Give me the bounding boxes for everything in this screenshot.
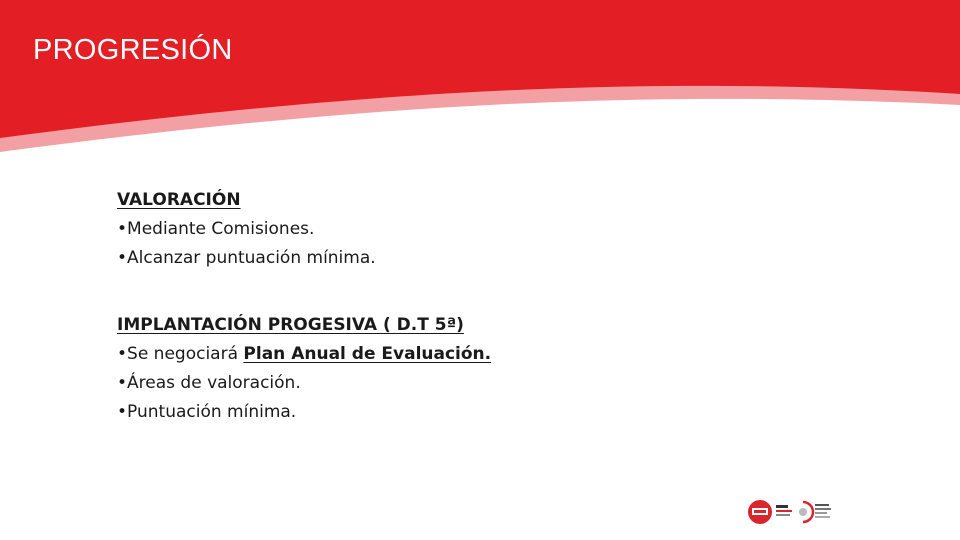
bullet-text: Alcanzar puntuación mínima. [127,248,376,268]
organization-logos [745,497,835,527]
bullet-text: Mediante Comisiones. [127,219,315,239]
institute-emblem-icon [799,502,813,522]
bullet-marker: • [117,373,128,393]
slide-title: PROGRESIÓN [33,34,233,66]
bullet-marker: • [117,248,128,268]
bullet-marker: • [117,344,128,364]
bullet-text: Puntuación mínima. [127,402,297,422]
bullet-item [117,369,817,398]
bullet-marker: • [117,402,128,422]
bullet-text: Se negociará [127,344,244,364]
bullet-item [117,398,817,427]
section-spacer [117,273,817,311]
slide-body [117,186,817,427]
bullet-emphasis: Plan Anual de Evaluación. [243,344,492,364]
ugt-logo-icon [748,500,772,524]
section-heading-valoracion: VALORACIÓN [117,190,241,210]
bullet-text: Áreas de valoración. [127,373,301,393]
header-banner-red [0,0,960,138]
bullet-item [117,340,817,369]
bullet-item [117,244,817,273]
header-banner [0,0,960,160]
section-heading-implantacion: IMPLANTACIÓN PROGESIVA ( D.T 5ª) [117,315,464,335]
union-wordmark-icon [776,505,792,516]
bullet-marker: • [117,219,128,239]
institute-wordmark-icon [815,504,831,518]
bullet-item [117,215,817,244]
